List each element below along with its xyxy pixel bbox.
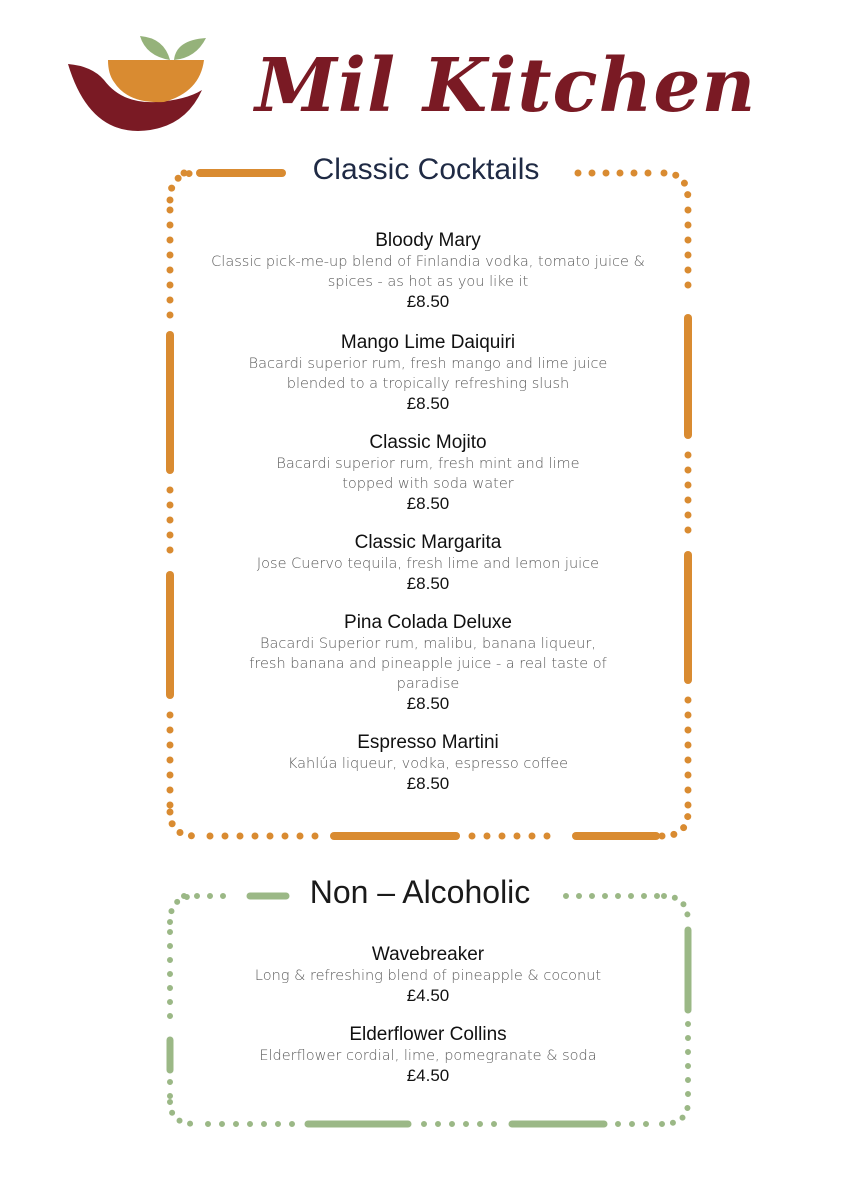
item-name: Wavebreaker	[371, 944, 485, 965]
menu-item	[190, 332, 666, 414]
item-description: fresh banana and pineapple juice - a real taste of	[249, 656, 607, 672]
item-price: £4.50	[406, 986, 450, 1005]
item-description: Jose Cuervo tequila, fresh lime and lemon juice	[256, 556, 600, 572]
item-description: spices - as hot as you like it	[327, 274, 529, 290]
frame-corner	[664, 173, 688, 200]
item-description: Elderflower cordial, lime, pomegranate & soda	[259, 1048, 597, 1064]
item-price: £4.50	[406, 1066, 450, 1085]
item-description: paradise	[396, 676, 460, 692]
brand-name: Mil Kitchen	[255, 43, 757, 129]
menu-item	[190, 432, 666, 514]
item-name: Pina Colada Deluxe	[344, 612, 512, 633]
item-price: £8.50	[406, 694, 450, 713]
menu-item	[190, 230, 666, 312]
frame-corner	[662, 812, 688, 836]
item-price: £8.50	[406, 292, 450, 311]
item-description: Classic pick-me-up blend of Finlandia vodka, tomato juice &	[211, 254, 645, 270]
item-name: Classic Mojito	[369, 432, 487, 453]
item-description: Bacardi superior rum, fresh mango and lime juice	[248, 356, 608, 372]
item-description: Bacardi Superior rum, malibu, banana liqueur,	[260, 636, 596, 652]
menu-item	[190, 532, 666, 594]
item-description: Bacardi superior rum, fresh mint and lime	[276, 456, 580, 472]
section-title-cocktails: Classic Cocktails	[312, 153, 540, 186]
cocktails-list	[190, 230, 666, 794]
item-description: topped with soda water	[342, 476, 514, 492]
frame-corner	[170, 896, 196, 922]
frame-corner	[664, 896, 688, 922]
menu-item	[190, 1024, 666, 1086]
item-price: £8.50	[406, 574, 450, 593]
frame-corner	[170, 173, 196, 200]
menu-item	[190, 612, 666, 714]
item-price: £8.50	[406, 494, 450, 513]
section-title-non-alcoholic: Non – Alcoholic	[309, 874, 531, 910]
item-price: £8.50	[406, 774, 450, 793]
frame-corner	[170, 1102, 196, 1124]
item-description: Long & refreshing blend of pineapple & coconut	[254, 968, 602, 984]
frame-corner	[170, 812, 196, 836]
frame-corner	[662, 1102, 688, 1124]
item-price: £8.50	[406, 394, 450, 413]
item-name: Classic Margarita	[354, 532, 502, 553]
item-name: Mango Lime Daiquiri	[340, 332, 516, 353]
non-alcoholic-list	[190, 944, 666, 1086]
item-name: Elderflower Collins	[349, 1024, 507, 1045]
item-description: blended to a tropically refreshing slush	[286, 376, 570, 392]
item-name: Espresso Martini	[357, 732, 499, 753]
item-name: Bloody Mary	[375, 230, 481, 251]
menu-item	[190, 732, 666, 794]
item-description: Kahlúa liqueur, vodka, espresso coffee	[287, 756, 569, 772]
menu-item	[190, 944, 666, 1006]
